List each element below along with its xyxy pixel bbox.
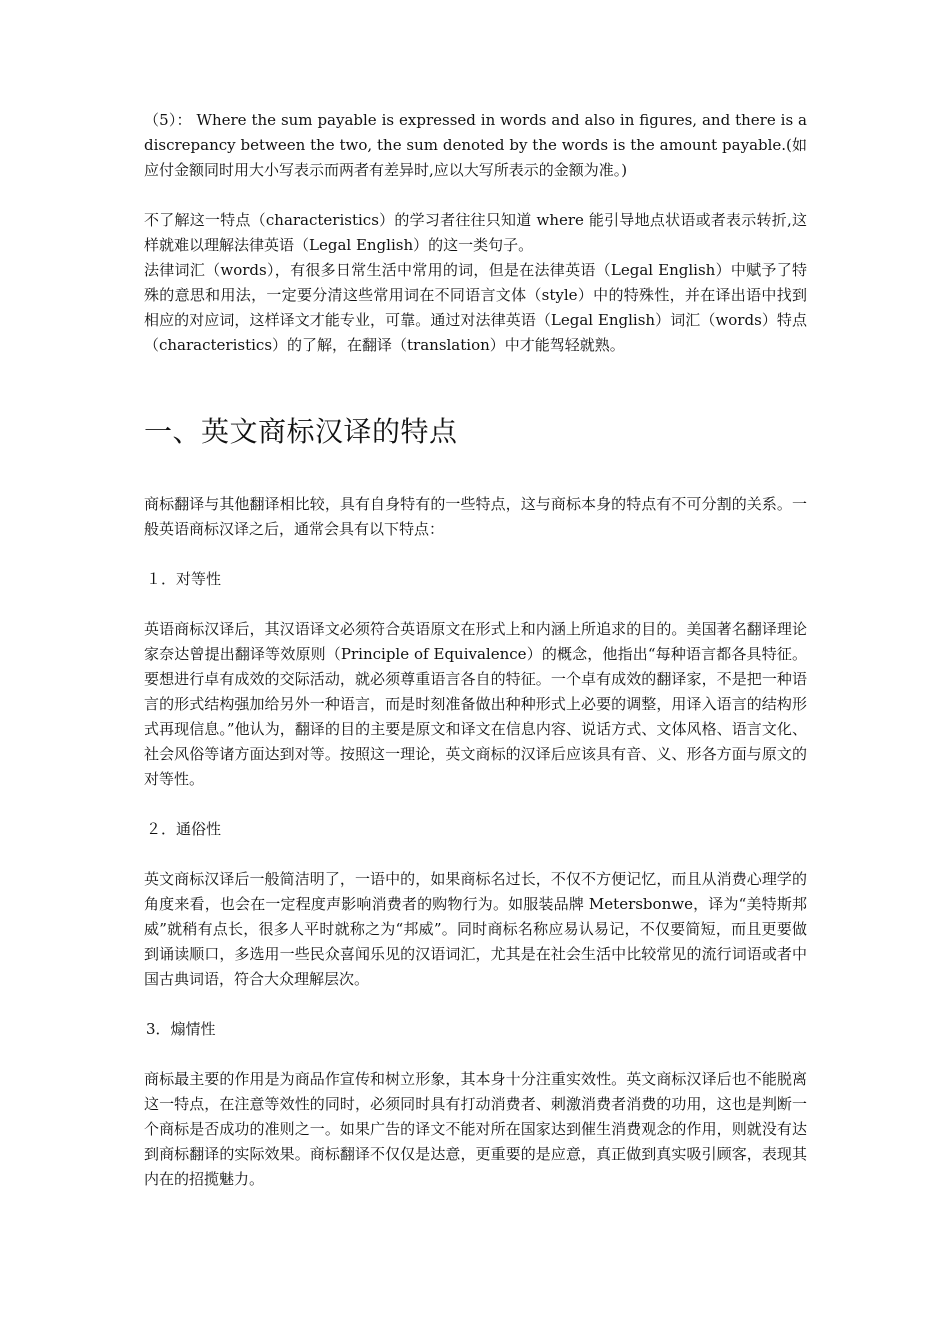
paragraph-legal-words: 法律词汇（words），有很多日常生活中常用的词，但是在法律英语（Legal English）中赋予了特殊的意思和用法，一定要分清这些常用词在不同语言文体（style）中的特殊性，并在译出语中找到相应的对应词，这样译文才能专业，可靠。通过对法律英语（Legal English）词汇（words）特点（characteristics）的了解，在翻译（translation）中才能驾轻就熟。 (144, 261, 807, 354)
spacer (144, 542, 807, 567)
spacer (144, 183, 807, 208)
document-page (144, 108, 807, 1192)
paragraph-legal-example: （5）： Where the sum payable is expressed in words and also in figures, and there is a discrepancy between the two, the sum denoted by the words is the amount payable.(如应付金额同时用大小写表示而两者有差异时,应以大写所表示的金额为准。) (144, 111, 807, 179)
paragraph-where-usage: 不了解这一特点（characteristics）的学习者往往只知道 where 能引导地点状语或者表示转折,这样就难以理解法律英语（Legal English）的这一类句子。 (144, 211, 807, 254)
paragraph-equivalence: 英语商标汉译后，其汉语译文必须符合英语原文在形式上和内涵上所追求的目的。美国著名翻译理论家奈达曾提出翻译等效原则（Principle of Equivalence）的概念，他指出“每种语言都各具特征。要想进行卓有成效的交际活动，就必须尊重语言各自的特征。一个卓有成效的翻译家，不是把一种语言的形式结构强加给另外一种语言，而是时刻准备做出种种形式上必要的调整，用译入语言的结构形式再现信息。”他认为，翻译的目的主要是原文和译文在信息内容、说话方式、文体风格、语言文化、社会风俗等诸方面达到对等。按照这一理论，英文商标的汉译后应该具有音、义、形各方面与原文的对等性。 (144, 620, 807, 788)
subsection-title-popularity: ２．通俗性 (146, 820, 222, 838)
spacer (144, 450, 807, 492)
spacer (144, 358, 807, 414)
paragraph-emotional-appeal: 商标最主要的作用是为商品作宣传和树立形象，其本身十分注重实效性。英文商标汉译后也不能脱离这一特点，在注意等效性的同时，必须同时具有打动消费者、刺激消费者消费的功用，这也是判断一个商标是否成功的准则之一。如果广告的译文不能对所在国家达到催生消费观念的作用，则就没有达到商标翻译的实际效果。商标翻译不仅仅是达意，更重要的是应意，真正做到真实吸引顾客，表现其内在的招揽魅力。 (144, 1070, 807, 1188)
section-heading: 一、英文商标汉译的特点 (144, 415, 458, 448)
paragraph-popularity: 英文商标汉译后一般简洁明了，一语中的，如果商标名过长，不仅不方便记忆，而且从消费心理学的角度来看，也会在一定程度声影响消费者的购物行为。如服装品牌 Metersbonwe，译为“美特斯邦威”就稍有点长，很多人平时就称之为“邦威”。同时商标名称应易认易记，不仅要简短，而且更要做到诵读顺口，多选用一些民众喜闻乐见的汉语词汇，尤其是在社会生活中比较常见的流行词语或者中国古典词语，符合大众理解层次。 (144, 870, 807, 988)
subsection-title-emotional-appeal: 3．煽情性 (146, 1020, 216, 1038)
spacer (144, 992, 807, 1017)
spacer (144, 592, 807, 617)
spacer (144, 842, 807, 867)
spacer (144, 1042, 807, 1067)
paragraph-intro: 商标翻译与其他翻译相比较，具有自身特有的一些特点，这与商标本身的特点有不可分割的关系。一般英语商标汉译之后，通常会具有以下特点： (144, 495, 807, 538)
spacer (144, 792, 807, 817)
subsection-title-equivalence: １．对等性 (146, 570, 222, 588)
